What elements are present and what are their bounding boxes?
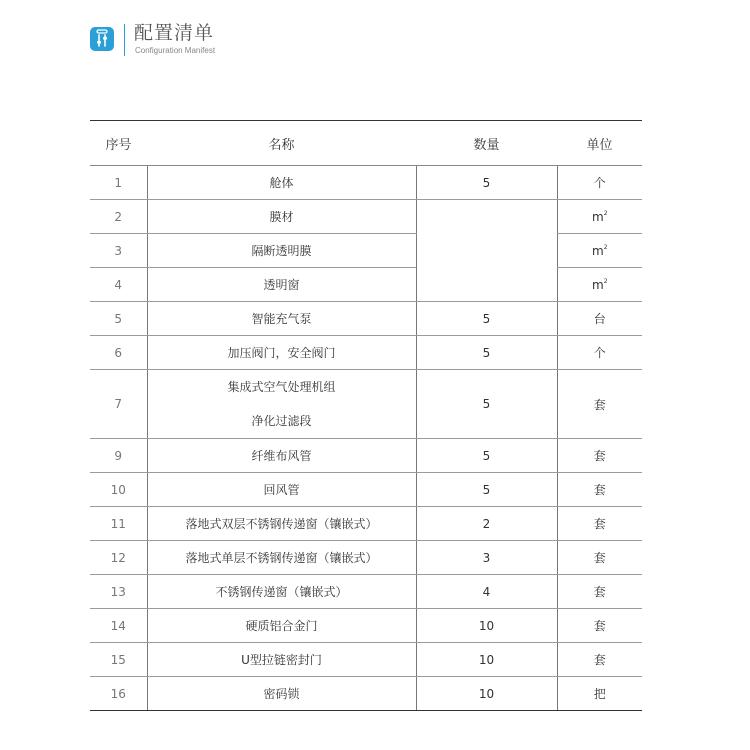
item-unit: 套 <box>557 541 642 575</box>
table-row <box>90 166 642 200</box>
row-number: 3 <box>90 234 147 268</box>
item-name: 透明窗 <box>147 268 416 302</box>
table-row <box>90 370 642 439</box>
item-name: 膜材 <box>147 200 416 234</box>
item-name <box>147 370 416 439</box>
header-divider <box>124 24 125 56</box>
item-quantity: 10 <box>416 643 557 677</box>
row-number: 7 <box>90 370 147 439</box>
column-header-no: 序号 <box>90 121 147 166</box>
item-quantity: 2 <box>416 507 557 541</box>
unit-square-meter: $m^2$ <box>591 209 608 224</box>
item-name: 智能充气泵 <box>147 302 416 336</box>
sliders-icon <box>90 27 114 51</box>
unit-square-meter: $m^2$ <box>591 243 608 258</box>
item-unit <box>557 234 642 268</box>
item-unit: 套 <box>557 575 642 609</box>
unit-square-meter: $m^2$ <box>591 277 608 292</box>
table-row <box>90 268 642 302</box>
table-row <box>90 439 642 473</box>
item-name: 密码锁 <box>147 677 416 711</box>
table-row <box>90 200 642 234</box>
item-name: 硬质铝合金门 <box>147 609 416 643</box>
item-unit: 把 <box>557 677 642 711</box>
row-number: 10 <box>90 473 147 507</box>
table-row <box>90 575 642 609</box>
item-quantity: 5 <box>416 370 557 439</box>
table-row <box>90 609 642 643</box>
page-subtitle: Configuration Manifest <box>135 46 216 55</box>
item-name: 舱体 <box>147 166 416 200</box>
row-number: 4 <box>90 268 147 302</box>
row-number: 5 <box>90 302 147 336</box>
table-row <box>90 473 642 507</box>
item-name-line: 集成式空气处理机组 <box>227 380 336 394</box>
row-number: 16 <box>90 677 147 711</box>
item-unit: 套 <box>557 609 642 643</box>
item-name: 落地式双层不锈钢传递窗（镶嵌式） <box>147 507 416 541</box>
table-row <box>90 541 642 575</box>
row-number: 14 <box>90 609 147 643</box>
row-number: 9 <box>90 439 147 473</box>
item-unit: 套 <box>557 507 642 541</box>
item-unit: 套 <box>557 439 642 473</box>
row-number: 15 <box>90 643 147 677</box>
row-number: 1 <box>90 166 147 200</box>
item-unit: 套 <box>557 370 642 439</box>
table-row <box>90 677 642 711</box>
column-header-qty: 数量 <box>416 121 557 166</box>
item-quantity: 5 <box>416 302 557 336</box>
item-quantity: 10 <box>416 609 557 643</box>
item-unit: 套 <box>557 473 642 507</box>
item-quantity: 10 <box>416 677 557 711</box>
item-name: U型拉链密封门 <box>147 643 416 677</box>
table-header-row <box>90 121 642 166</box>
table-row <box>90 336 642 370</box>
row-number: 2 <box>90 200 147 234</box>
item-name: 落地式单层不锈钢传递窗（镶嵌式） <box>147 541 416 575</box>
item-quantity: 5 <box>416 166 557 200</box>
page-title: 配置清单 <box>134 22 215 44</box>
item-unit: 套 <box>557 643 642 677</box>
item-quantity-merged <box>416 200 557 302</box>
row-number: 6 <box>90 336 147 370</box>
item-name: 纤维布风管 <box>147 439 416 473</box>
column-header-unit: 单位 <box>557 121 642 166</box>
table-row <box>90 234 642 268</box>
item-name: 隔断透明膜 <box>147 234 416 268</box>
row-number: 13 <box>90 575 147 609</box>
row-number: 12 <box>90 541 147 575</box>
item-name: 回风管 <box>147 473 416 507</box>
item-quantity: 3 <box>416 541 557 575</box>
item-quantity: 5 <box>416 336 557 370</box>
item-quantity: 4 <box>416 575 557 609</box>
item-name-line: 净化过滤段 <box>251 414 312 428</box>
table-row <box>90 643 642 677</box>
column-header-name: 名称 <box>147 121 416 166</box>
table-row <box>90 302 642 336</box>
configuration-table <box>90 120 642 711</box>
item-unit: 个 <box>557 336 642 370</box>
item-unit: 台 <box>557 302 642 336</box>
item-name: 不锈钢传递窗（镶嵌式） <box>147 575 416 609</box>
item-unit: 个 <box>557 166 642 200</box>
item-unit <box>557 200 642 234</box>
row-number: 11 <box>90 507 147 541</box>
item-quantity: 5 <box>416 439 557 473</box>
table-row <box>90 507 642 541</box>
item-unit <box>557 268 642 302</box>
item-quantity: 5 <box>416 473 557 507</box>
item-name: 加压阀门，安全阀门 <box>147 336 416 370</box>
